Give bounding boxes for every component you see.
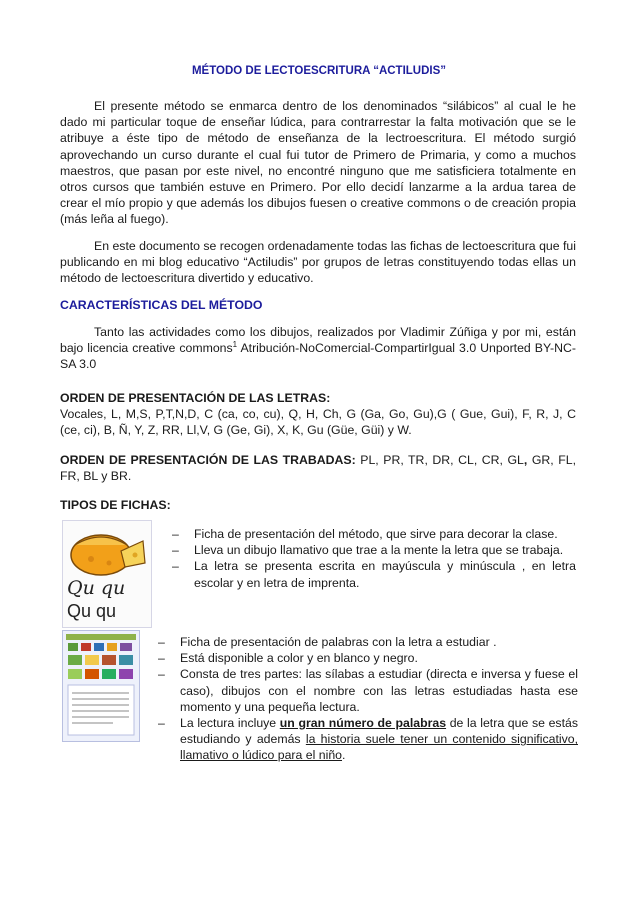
ficha2-item: – Ficha de presentación de palabras con la letra a estudiar . [158, 634, 578, 650]
orden-trabadas-text-a: PL, PR, TR, DR, CL, CR, GL [355, 453, 524, 467]
orden-letras-heading: ORDEN DE PRESENTACIÓN DE LAS LETRAS: [60, 391, 331, 405]
ficha2-last-underlined: la historia suele tener un contenido significativo, llamativo o lúdico para el niño [180, 732, 578, 763]
thumb1-print-text: Qu qu [67, 601, 117, 621]
caracteristicas-paragraph [60, 324, 576, 373]
tipos-heading: TIPOS DE FICHAS: [60, 498, 171, 512]
caracteristicas-text-b: Atribución-NoComercial-CompartirIgual 3.0 Unported BY-NC-SA 3.0 [60, 341, 576, 372]
orden-trabadas-heading: ORDEN DE PRESENTACIÓN DE LAS TRABADAS: [60, 453, 356, 467]
ficha1-item: – La letra se presenta escrita en mayúscula y minúscula , en letra escolar y en letra de imprenta. [172, 558, 576, 590]
ficha2-item: – Consta de tres partes: las sílabas a estudiar (directa e inversa y fuese el caso), dibujos con el nombre con las letras estudiadas hasta ese momento y una pequeña lectura. [158, 666, 578, 715]
document-title: MÉTODO DE LECTOESCRITURA “ACTILUDIS” [191, 65, 447, 77]
ficha2-item: – Está disponible a color y en blanco y negro. [158, 650, 578, 666]
thumb1-script-text: Qu qu [67, 577, 126, 599]
cheese-icon [63, 521, 151, 583]
ficha2-item-last [158, 715, 578, 764]
ficha-palabras-thumbnail [62, 630, 140, 742]
ficha-presentacion-thumbnail [62, 520, 152, 628]
ficha2-last-part-a: La lectura incluye [180, 716, 280, 731]
ficha1-list [172, 526, 576, 591]
ficha2-last-part-c: de la letra que se estás estudiando y además [180, 716, 578, 747]
ficha1-item: – Ficha de presentación del método, que sirve para decorar la clase. [172, 526, 576, 542]
orden-trabadas-block [60, 452, 576, 484]
caracteristicas-heading: CARACTERÍSTICAS DEL MÉTODO [60, 298, 263, 312]
orden-letras-block [60, 390, 576, 439]
orden-trabadas-text-b: GR, FL, FR, BL y BR. [60, 453, 577, 484]
orden-letras-text: Vocales, L, M,S, P,T,N,D, C (ca, co, cu), Q, H, Ch, G (Ga, Go, Gu),G ( Gue, Gui), F, R, J, C (ce, ci), B, Ñ, Y, Z, RR, Ll,V, G (Ge, Gi), X, K, Gu (Güe, Güi) y W. [60, 407, 576, 438]
intro-paragraph-1: El presente método se enmarca dentro de los denominados “silábicos” al cual le he dado mi particular toque de enseñar lúdica, para contrarrestar la falta motivación que se le atribuye a éste tipo de método de enseñanza de la lectroescritura. El método surgió aprovechando un curso durante el cual fui tutor de Primero de Primaria, y como a muchos maestros, que pasan por este nivel, no encontré ninguno que me satisficiera totalmente en otros cursos que también estuve en Primero. Por ello decidí lanzarme a la ardua tarea de crear el mío propio y que además los dibujos fuesen o creative commons o de creación propia (más leña al fuego). [60, 99, 576, 227]
footnote-mark: 1 [232, 340, 238, 350]
caracteristicas-text-a: Tanto las actividades como los dibujos, realizados por Vladimir Zúñiga y por mi, están bajo licencia creative commons [60, 325, 576, 356]
ficha2-last-emphasis: un gran número de palabras [279, 716, 447, 731]
intro-paragraph-2: En este documento se recogen ordenadamente todas las fichas de lectoescritura que fui publicando en mi blog educativo “Actiludis” por grupos de letras constituyendo todas ellas un método de lectoescritura divertido y educativo. [60, 239, 576, 286]
ficha2-list [158, 634, 578, 764]
orden-trabadas-comma: , [523, 453, 528, 467]
ficha2-last-period: . [342, 748, 346, 763]
ficha1-item: – Lleva un dibujo llamativo que trae a la mente la letra que se trabaja. [172, 542, 576, 558]
worksheet-illustration [63, 631, 139, 741]
